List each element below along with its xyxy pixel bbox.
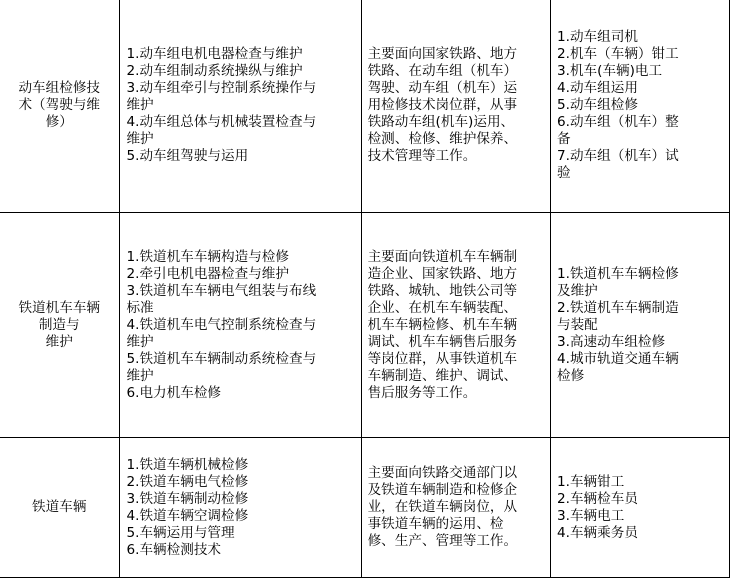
courses-line: 6.车辆检测技术 [126,541,222,558]
major-line: 铁道车辆 [32,499,87,515]
employment-direction-line: 主要面向铁道机车车辆制 [367,248,518,265]
employment-direction-line: 造企业、国家铁路、地方 [367,265,518,282]
certificates-line: 2.车辆检车员 [556,490,638,507]
courses-line: 1.动车组电机电器检查与维护 [126,46,303,62]
major-cell [0,213,120,438]
certificates-cell [550,0,729,213]
certificates-line: 验 [556,165,571,181]
certificates-line: 6.动车组（机车）整 [556,114,679,130]
courses-line: 4.动车组总体与机械装置检查与 [126,114,317,130]
courses-line: 4.铁道车辆空调检修 [126,507,249,524]
courses-line: 5.铁道机车车辆制动系统检查与 [126,350,317,367]
table-row [0,213,730,438]
courses-line: 标准 [126,299,154,316]
employment-direction-cell [361,0,550,213]
employment-direction-line: 驾驶、动车组（机车）运 [367,80,518,96]
courses-line: 1.铁道机车车辆构造与检修 [126,248,289,265]
employment-direction-line: 等岗位群，从事铁道机车 [367,350,518,367]
employment-direction-line: 用检修技术岗位群，从事 [367,97,518,113]
certificates-line: 与装配 [556,316,598,333]
certificates-line: 7.动车组（机车）试 [556,148,679,164]
certificates-line: 5.动车组检修 [556,97,638,113]
certificates-line: 2.机车（车辆）钳工 [556,46,679,62]
employment-direction-line: 机车车辆检修、机车车辆 [367,316,518,333]
courses-line: 维护 [126,131,154,147]
courses-line: 5.车辆运用与管理 [126,524,235,541]
major-line: 制造与 [38,316,80,333]
employment-direction-line: 车辆制造、维护、调试、 [367,367,518,384]
table-row [0,0,730,213]
employment-direction-line: 企业、在机车车辆装配、 [367,299,518,316]
major-cell [0,0,120,213]
table-row [0,438,730,578]
major-line: 铁道机车车辆 [18,299,101,316]
employment-direction-line: 及铁道车辆制造和检修企 [367,482,518,498]
certificates-line: 3.车辆电工 [556,507,625,524]
courses-line: 6.电力机车检修 [126,384,222,401]
courses-line: 4.铁道机车电气控制系统检查与 [126,316,317,333]
certificates-line: 备 [556,131,571,147]
employment-direction-line: 主要面向铁路交通部门以 [367,465,518,481]
courses-line: 2.动车组制动系统操纵与维护 [126,63,303,79]
major-line: 动车组检修技 [18,80,101,96]
courses-line: 5.动车组驾驶与运用 [126,148,249,164]
courses-cell [120,213,361,438]
courses-line: 2.铁道车辆电气检修 [126,473,249,490]
employment-direction-line: 铁路、在动车组（机车） [367,63,518,79]
certificates-line: 4.城市轨道交通车辆 [556,350,679,367]
employment-direction-line: 调试、机车车辆售后服务 [367,333,518,350]
employment-direction-line: 售后服务等工作。 [367,384,477,401]
courses-line: 2.牵引电机电器检查与维护 [126,265,289,282]
certificates-line: 3.高速动车组检修 [556,333,666,350]
certificates-line: 4.动车组运用 [556,80,638,96]
certificates-line: 1.铁道机车车辆检修 [556,265,679,282]
employment-direction-line: 检测、检修、维护保养、 [367,131,518,147]
certificates-line: 1.动车组司机 [556,29,638,45]
courses-line: 1.铁道车辆机械检修 [126,456,249,473]
employment-direction-line: 修、生产、管理等工作。 [367,533,518,549]
employment-direction-line: 主要面向国家铁路、地方 [367,46,518,62]
courses-line: 3.铁道车辆制动检修 [126,490,249,507]
employment-direction-cell [361,438,550,578]
certificates-line: 2.铁道机车车辆制造 [556,299,679,316]
employment-direction-line: 铁路、城轨、地铁公司等 [367,282,518,299]
employment-direction-line: 事铁道车辆的运用、检 [367,516,504,532]
certificates-line: 及维护 [556,282,598,299]
courses-line: 3.铁道机车车辆电气组装与布线 [126,282,317,299]
courses-line: 3.动车组牵引与控制系统操作与 [126,80,317,96]
employment-direction-line: 铁路动车组(机车)运用、 [367,114,515,130]
courses-line: 维护 [126,367,154,384]
major-line: 维护 [45,333,73,350]
courses-cell [120,0,361,213]
employment-direction-line: 技术管理等工作。 [367,148,477,164]
certificates-line: 3.机车(车辆)电工 [556,63,663,79]
courses-cell [120,438,361,578]
certificates-line: 1.车辆钳工 [556,473,625,490]
courses-line: 维护 [126,333,154,350]
employment-direction-cell [361,213,550,438]
certificates-line: 4.车辆乘务员 [556,524,638,541]
employment-direction-line: 业，在铁道车辆岗位，从 [367,499,518,515]
certificates-line: 检修 [556,367,585,384]
major-line: 术（驾驶与维 [18,97,101,113]
major-cell [0,438,120,578]
major-line: 修） [45,114,73,130]
courses-line: 维护 [126,97,154,113]
certificates-cell [550,213,729,438]
certificates-cell [550,438,729,578]
